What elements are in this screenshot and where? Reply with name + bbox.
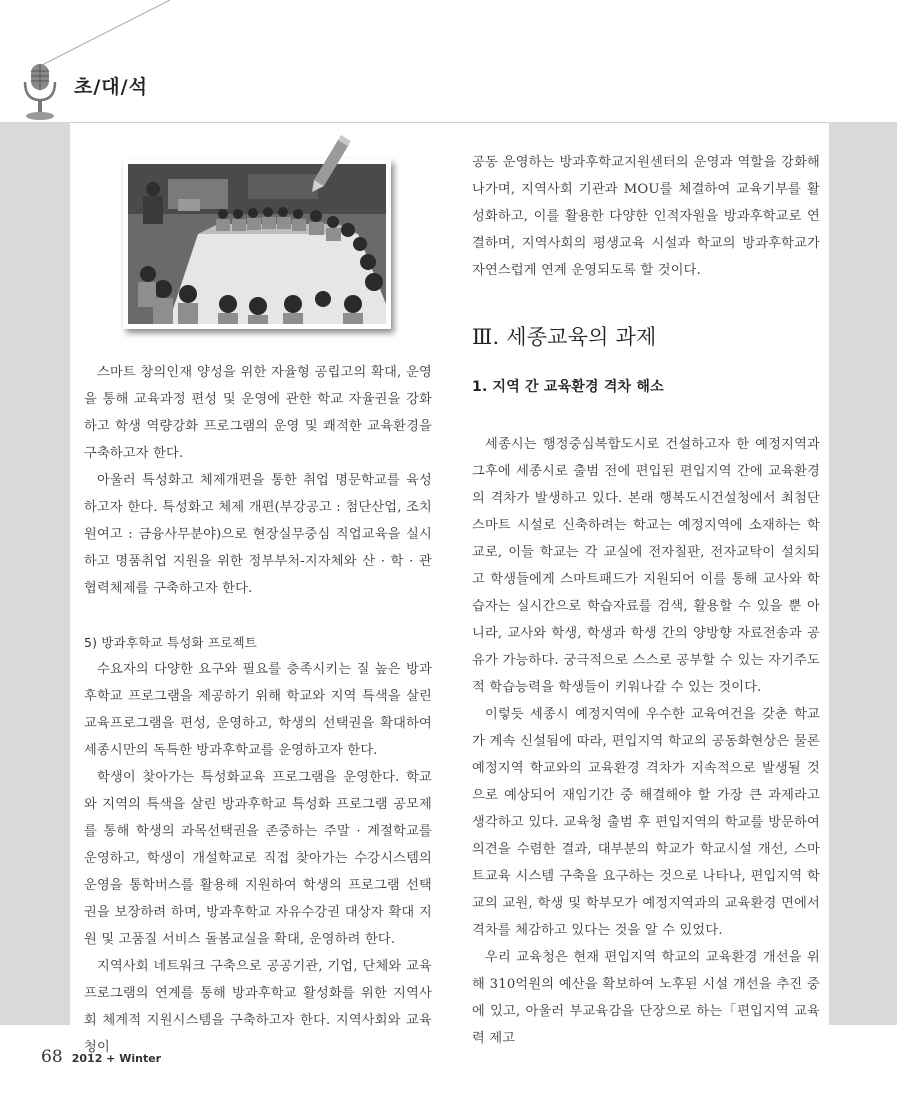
left-column xyxy=(84,359,432,1061)
microphone-icon xyxy=(18,60,62,122)
page-header xyxy=(0,0,897,122)
right-margin-band xyxy=(829,122,897,1025)
page-footer xyxy=(41,1047,161,1067)
paragraph: 스마트 창의인재 양성을 위한 자율형 공립고의 확대, 운영을 통해 교육과정 편성 및 운영에 관한 학교 자율권을 강화하고 학생 역량강화 프로그램의 운영 및 쾌적한 교육환경을 구축하고자 한다. xyxy=(84,365,432,461)
section-title: 초/대/석 xyxy=(74,76,148,98)
subheading: 5) 방과후학교 특성화 프로젝트 xyxy=(84,635,258,650)
left-margin-band xyxy=(0,122,70,1025)
paragraph: 우리 교육청은 현재 편입지역 학교의 교육환경 개선을 위해 310억원의 예산을 확보하여 노후된 시설 개선을 추진 중에 있고, 아울러 부교육감을 단장으로 하는「편입지역 교육력 제고 xyxy=(472,950,820,1046)
issue-label: 2012 + Winter xyxy=(71,1052,162,1065)
page-number: 68 xyxy=(41,1047,63,1067)
paragraph: 수요자의 다양한 요구와 필요를 충족시키는 질 높은 방과후학교 프로그램을 제공하기 위해 학교와 지역 특색을 살린 교육프로그램을 편성, 운영하고, 학생의 선택권을 확대하여 세종시만의 독특한 방과후학교를 운영하고자 한다. xyxy=(84,662,432,758)
pencil-icon xyxy=(300,132,360,192)
paragraph: 이렇듯 세종시 예정지역에 우수한 교육여건을 갖춘 학교가 계속 신설됨에 따라, 편입지역 학교의 공동화현상은 물론 예정지역 학교와의 교육환경 격차가 지속적으로 발생될 것으로 예상되어 재임기간 중 해결해야 할 가장 큰 과제라고 생각하고 있다. 교육청 출범 후 편입지역의 학교를 방문하여 의견을 수렴한 결과, 대부분의 학교가 학교시설 개선, 스마트교육 시스템 구축을 요구하는 것으로 나타나, 편입지역 학교의 교원, 학생 및 학부모가 예정지역과의 교육환경 면에서 격차를 체감하고 있다는 것을 알 수 있었다. xyxy=(472,707,820,938)
paragraph: 공동 운영하는 방과후학교지원센터의 운영과 역할을 강화해 나가며, 지역사회 기관과 MOU를 체결하여 교육기부를 활성화하고, 이를 활용한 다양한 인적자원을 방과후학교로 연결하며, 지역사회의 평생교육 시설과 학교의 방과후학교가 자연스럽게 연계 운영되도록 할 것이다. xyxy=(472,155,820,278)
chapter-title: Ⅲ. 세종교육의 과제 xyxy=(472,325,657,349)
decorative-line xyxy=(0,0,897,122)
paragraph: 아울러 특성화고 체제개편을 통한 취업 명문학교를 육성하고자 한다. 특성화고 체제 개편(부강공고 : 첨단산업, 조치원여고 : 금융사무분야)으로 현장실무중심 직업교육을 실시하고 명품취업 지원을 위한 정부부처-지자체와 산 · 학 · 관 협력체제를 구축하고자 한다. xyxy=(84,473,432,596)
section-heading: 1. 지역 간 교육환경 격차 해소 xyxy=(472,379,664,395)
paragraph: 지역사회 네트워크 구축으로 공공기관, 기업, 단체와 교육프로그램의 연계를 통해 방과후학교 활성화를 위한 지역사회 체계적 지원시스템을 구축하고자 한다. 지역사회와 교육청이 xyxy=(84,959,432,1055)
paragraph: 세종시는 행정중심복합도시로 건설하고자 한 예정지역과 그후에 세종시로 출범 전에 편입된 편입지역 간에 교육환경의 격차가 발생하고 있다. 본래 행복도시건설청에서 최첨단 스마트 시설로 신축하려는 학교는 예정지역에 소재하는 학교로, 이들 학교는 각 교실에 전자칠판, 전자교탁이 설치되고 학생들에게 스마트패드가 지원되어 이를 통해 교사와 학습자는 실시간으로 학습자료를 검색, 활용할 수 있을 뿐 아니라, 교사와 학생, 학생과 학생 간의 양방향 자료전송과 공유가 가능하다. 궁극적으로 스스로 공부할 수 있는 자기주도적 학습능력을 학생들이 키워나갈 수 있는 것이다. xyxy=(472,437,820,695)
right-column xyxy=(472,149,820,1052)
paragraph: 학생이 찾아가는 특성화교육 프로그램을 운영한다. 학교와 지역의 특색을 살린 방과후학교 특성화 프로그램 공모제를 통해 학생의 과목선택권을 존중하는 주말 · 계절학교를 운영하고, 학생이 개설학교로 직접 찾아가는 수강시스템의 운영을 통학버스를 활용해 지원하여 학생의 프로그램 선택권을 보장하려 하며, 방과후학교 자유수강권 대상자 확대 지원 및 고품질 서비스 돌봄교실을 확대, 운영하려 한다. xyxy=(84,770,432,947)
